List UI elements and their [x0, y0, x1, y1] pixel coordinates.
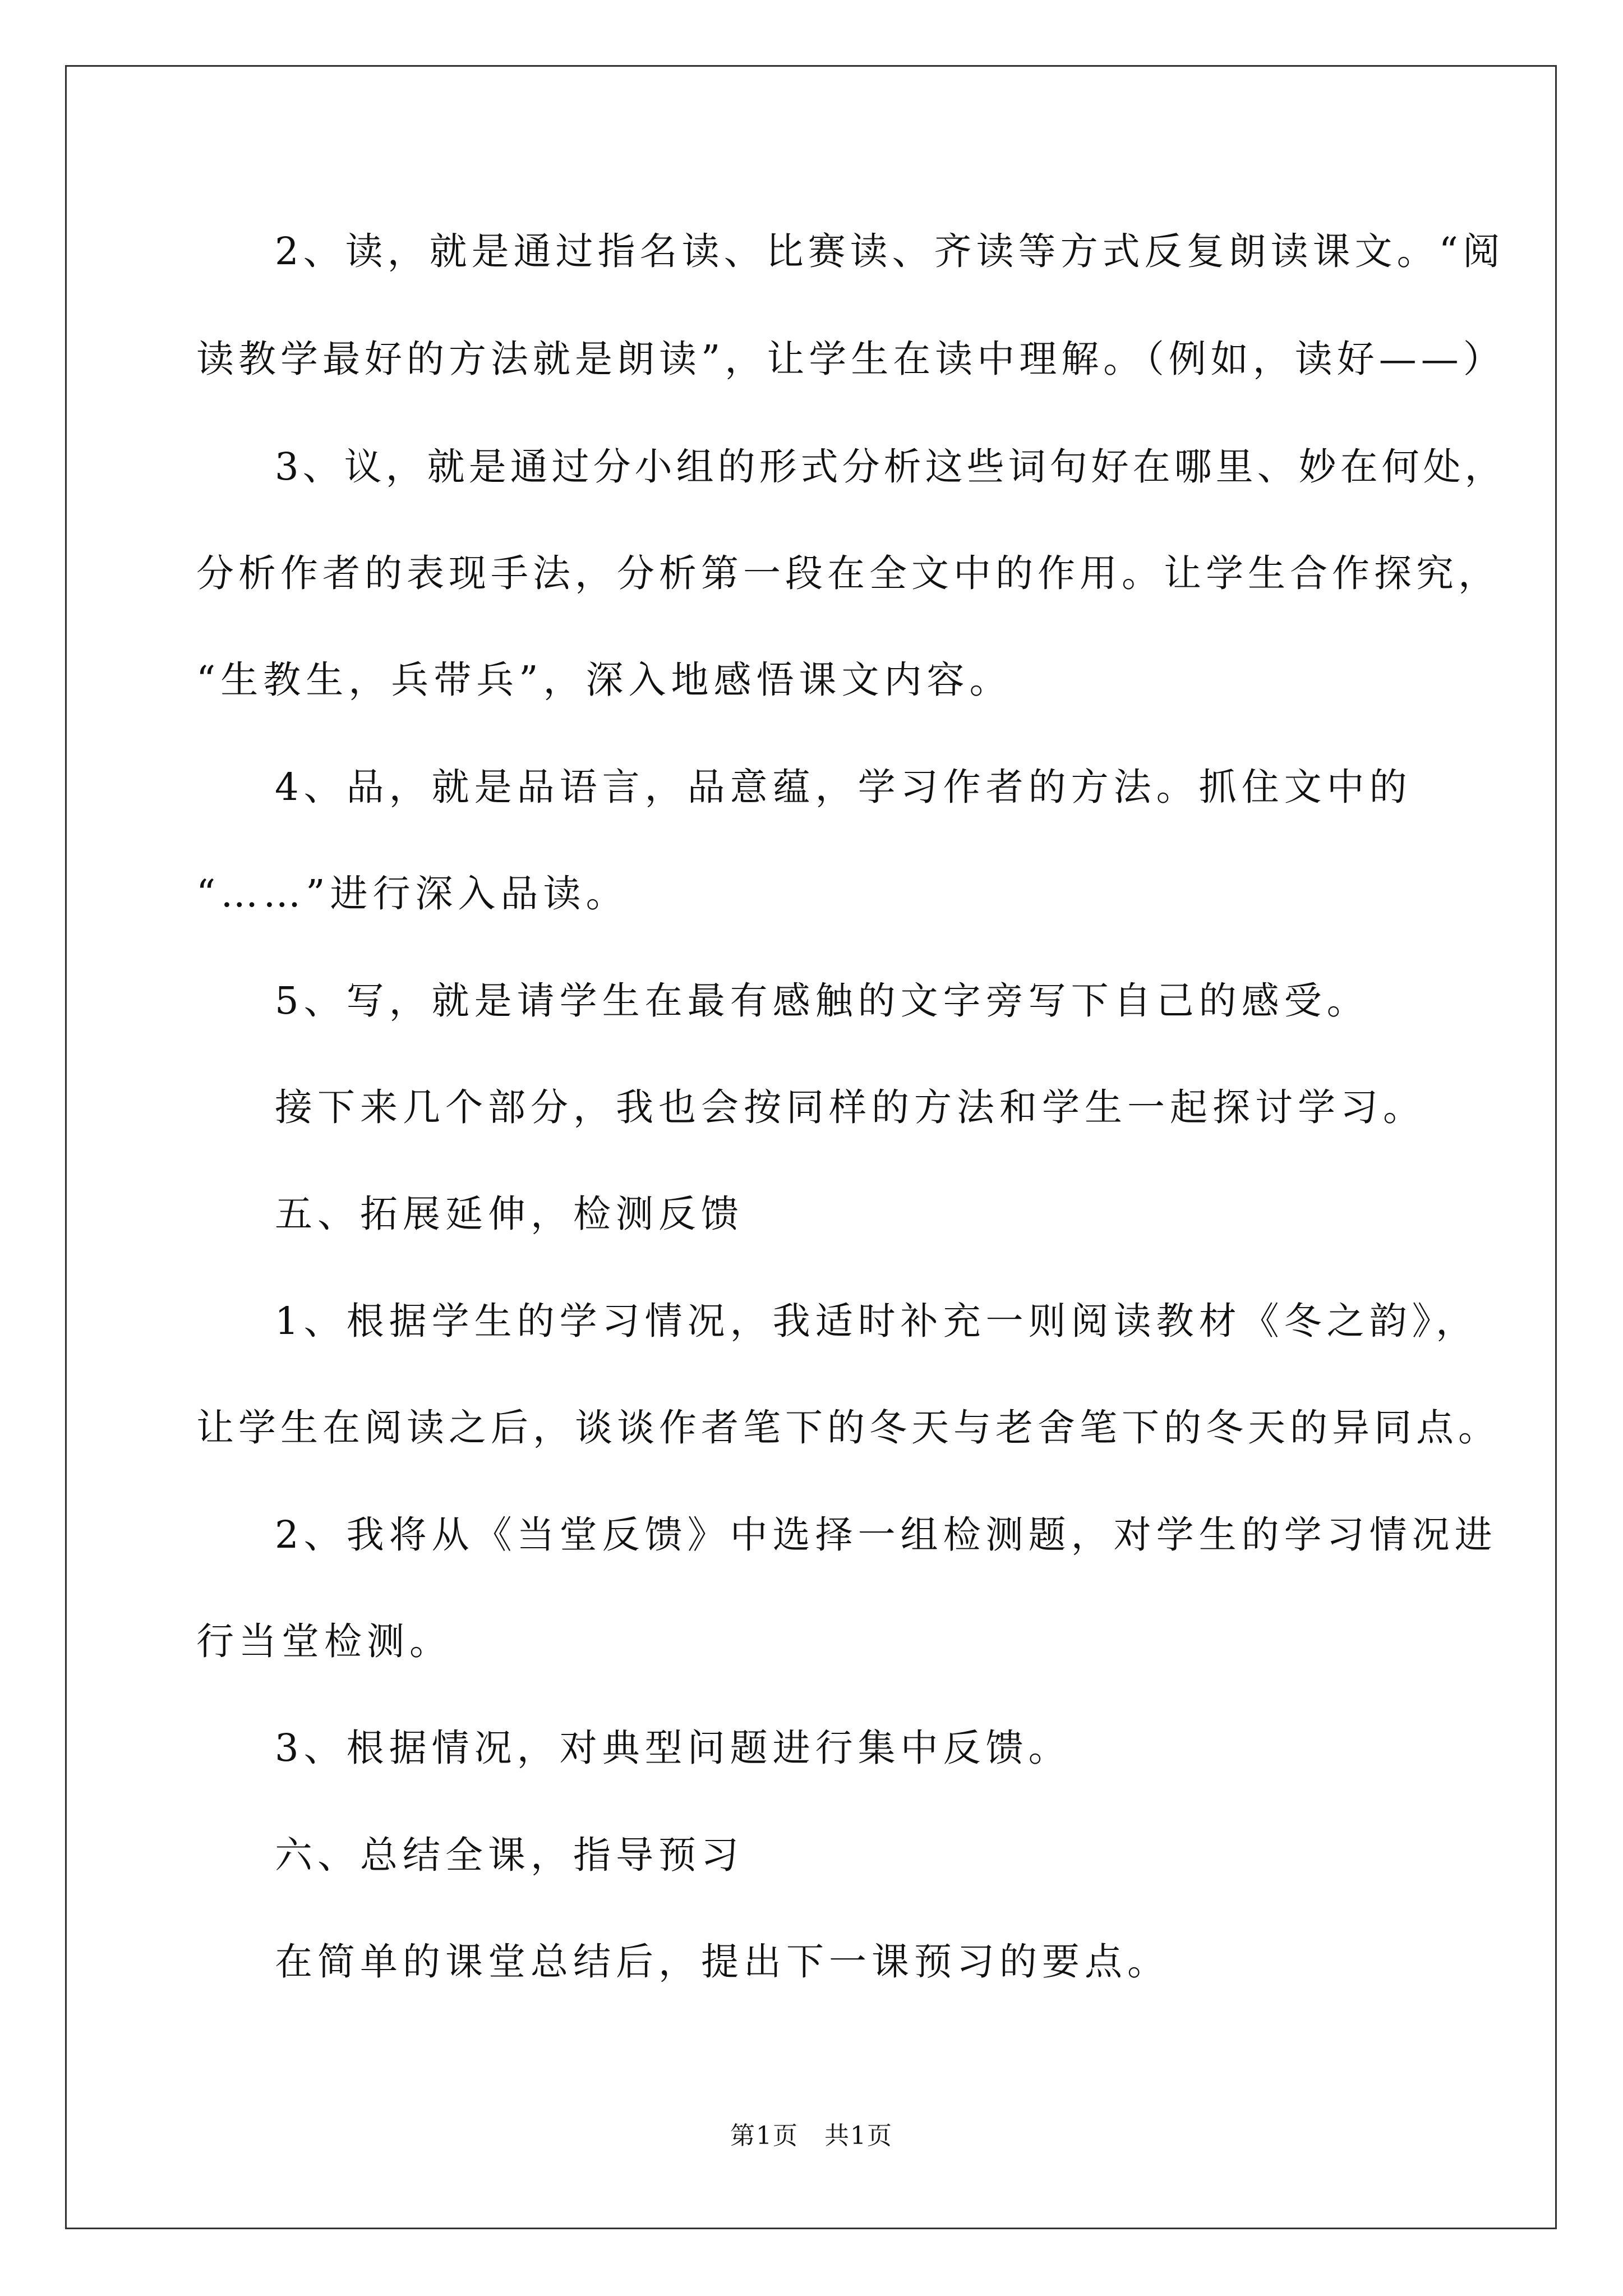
text-line-15: 3、根据情况，对典型问题进行集中反馈。: [275, 1726, 1071, 1770]
text-line-14: 行当堂检测。: [196, 1619, 452, 1663]
text-line-3: 3、议，就是通过分小组的形式分析这些词句好在哪里、妙在何处，: [275, 445, 1506, 489]
section-heading-5: 五、拓展延伸，检测反馈: [275, 1192, 744, 1236]
text-line-8: 5、写，就是请学生在最有感触的文字旁写下自己的感受。: [275, 979, 1370, 1023]
text-line-6: 4、品，就是品语言，品意蕴，学习作者的方法。抓住文中的: [275, 765, 1412, 809]
page-footer: 第1页 共1页: [730, 2122, 893, 2150]
text-line-17: 在简单的课堂总结后，提出下一课预习的要点。: [275, 1940, 1170, 1984]
text-line-4: 分析作者的表现手法，分析第一段在全文中的作用。让学生合作探究，: [196, 551, 1500, 595]
section-heading-6: 六、总结全课，指导预习: [275, 1833, 744, 1877]
text-line-11: 1、根据学生的学习情况，我适时补充一则阅读教材《冬之韵》，: [275, 1299, 1479, 1343]
text-line-5: “生教生，兵带兵”，深入地感悟课文内容。: [196, 658, 1012, 702]
page-border: [65, 65, 1557, 2229]
text-line-12: 让学生在阅读之后，谈谈作者笔下的冬天与老舍笔下的冬天的异同点。: [196, 1406, 1500, 1450]
text-line-1: 2、读，就是通过指名读、比赛读、齐读等方式反复朗读课文。“阅: [275, 229, 1505, 273]
text-line-2: 读教学最好的方法就是朗读”，让学生在读中理解。（例如，读好——）: [196, 337, 1505, 381]
text-line-7: “……”进行深入品读。: [196, 872, 629, 915]
text-line-13: 2、我将从《当堂反馈》中选择一组检测题，对学生的学习情况进: [275, 1513, 1497, 1557]
text-line-9: 接下来几个部分，我也会按同样的方法和学生一起探讨学习。: [275, 1085, 1426, 1129]
